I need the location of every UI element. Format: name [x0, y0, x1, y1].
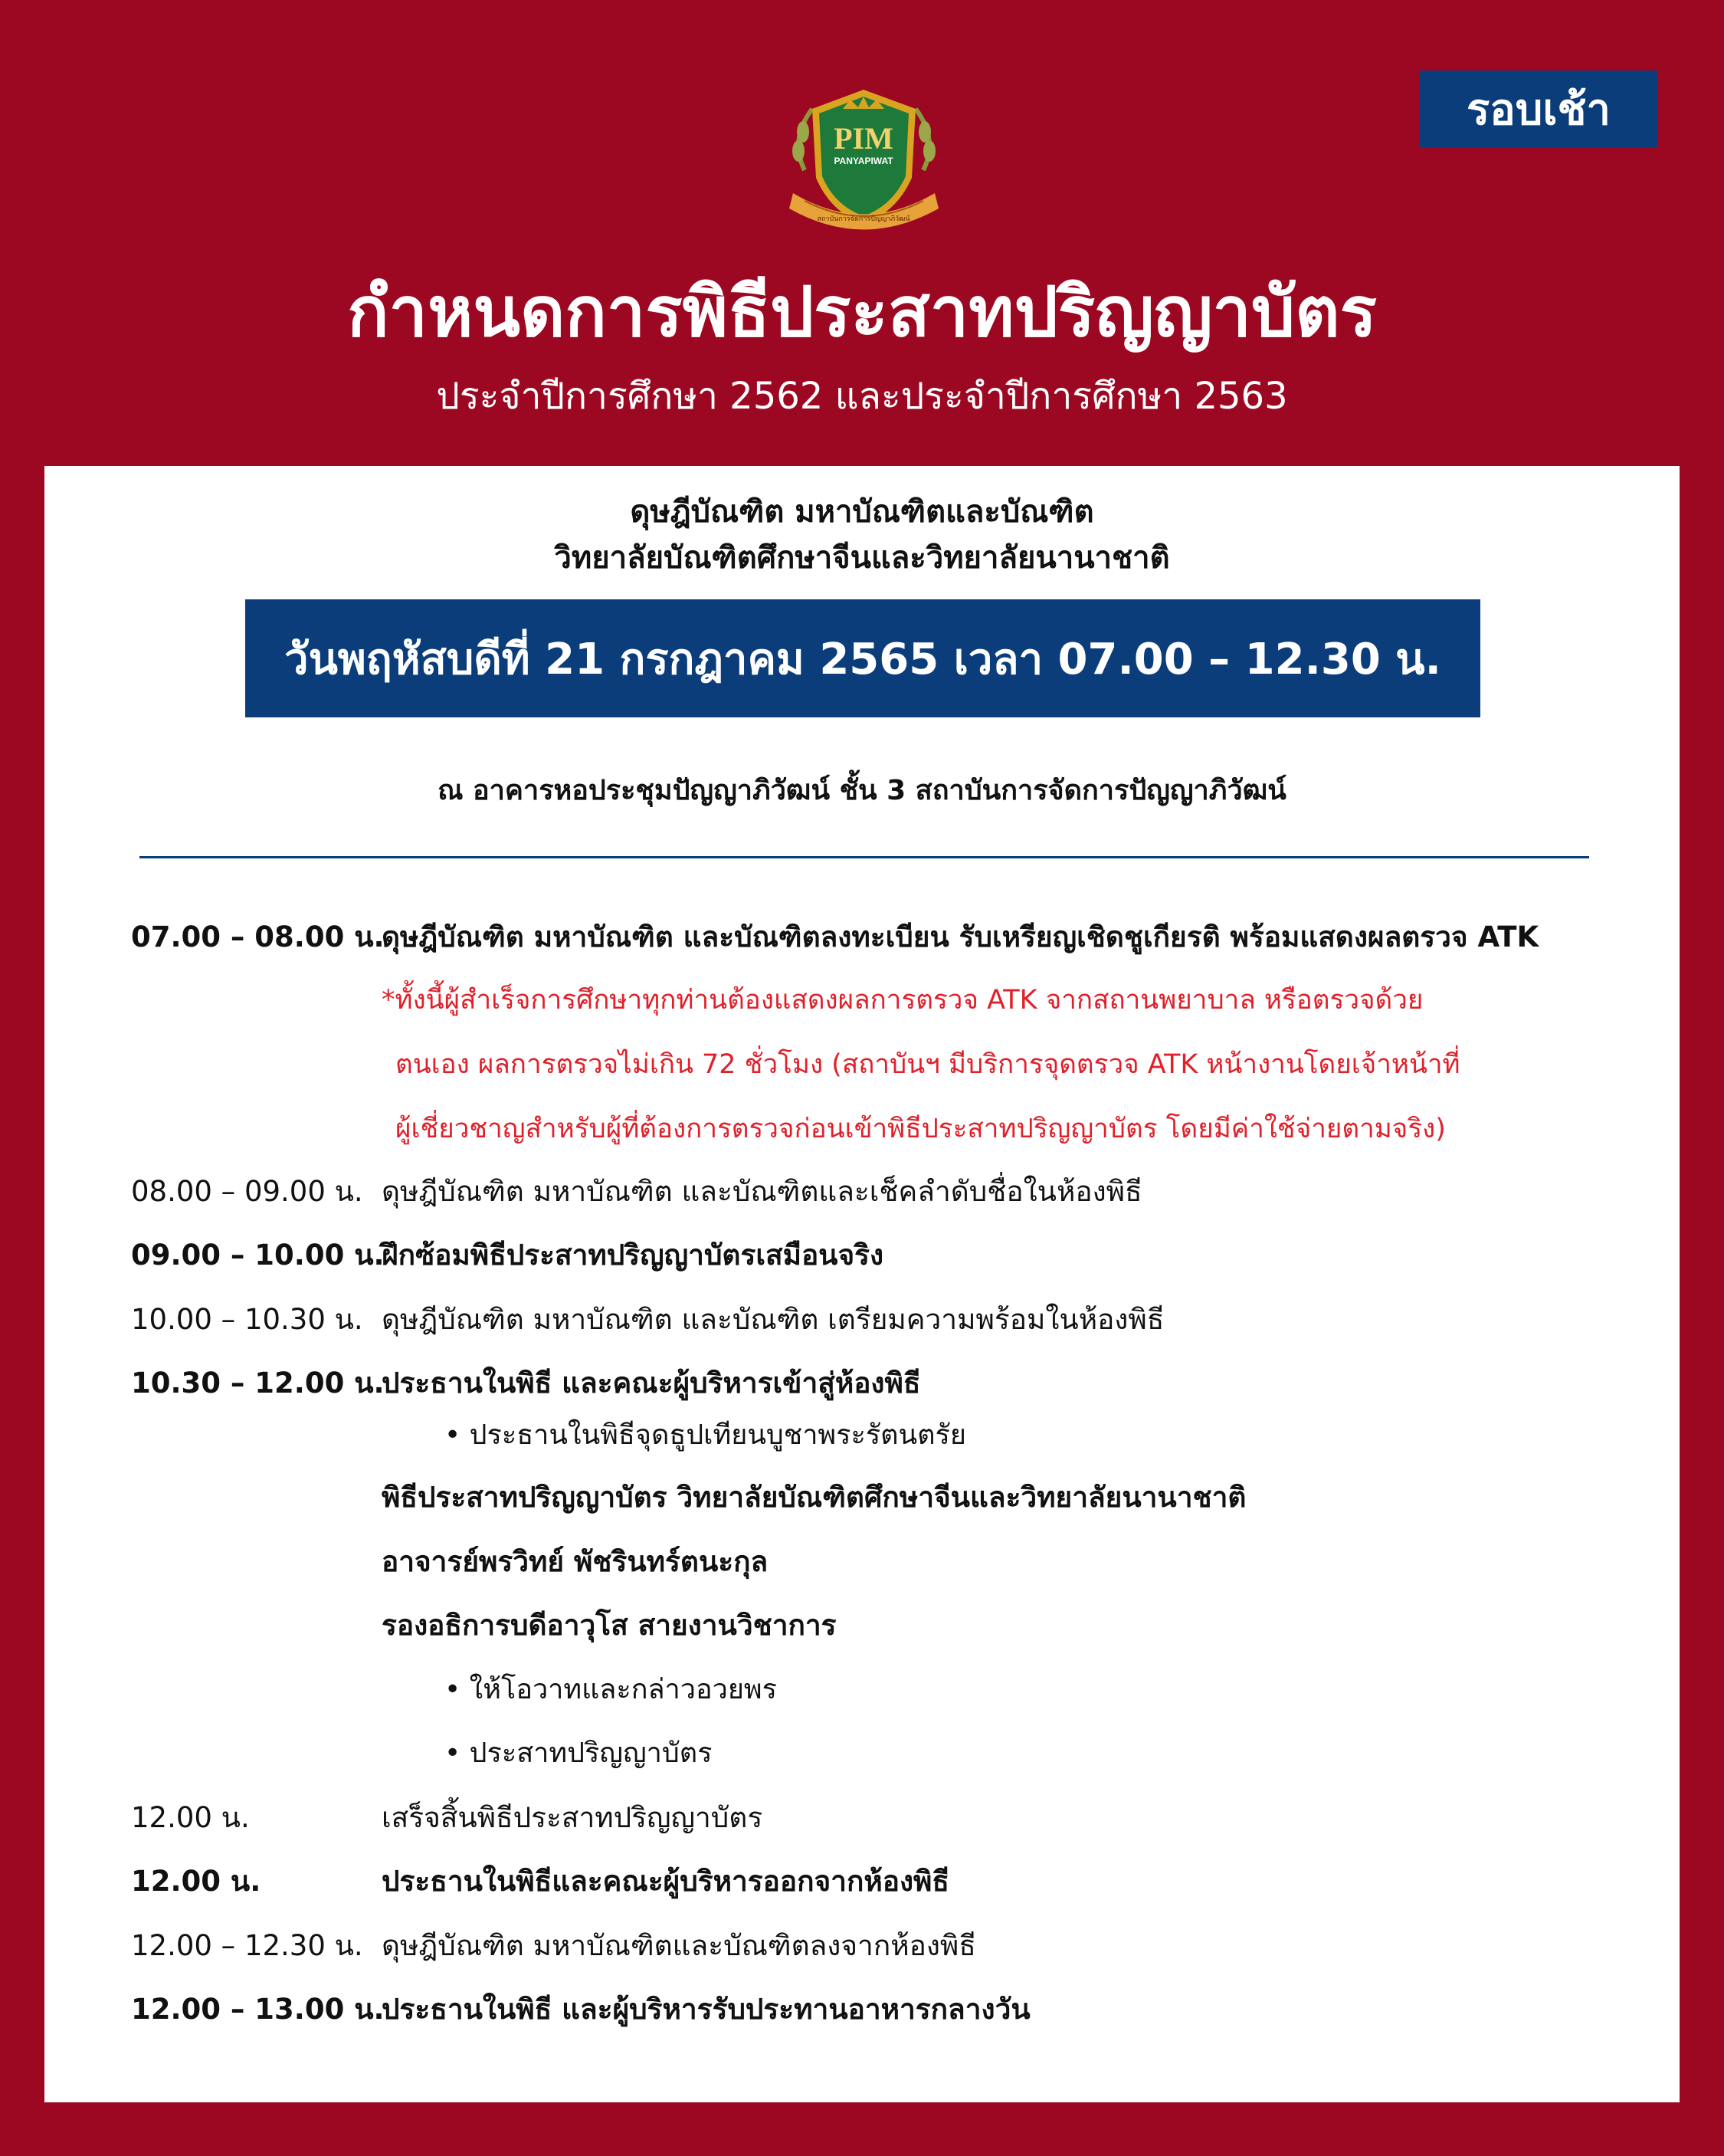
atk-note-line-3: ผู้เชี่ยวชาญสำหรับผู้ที่ต้องการตรวจก่อนเข้าพิธีประสาทปริญญาบัตร โดยมีค่าใช้จ่ายตามจริง): [395, 1114, 1446, 1144]
bullet-confer: • ประสาทปริญญาบัตร: [444, 1738, 713, 1769]
schedule-row: [44, 1795, 1680, 1841]
schedule-time: 09.00 – 10.00 น.: [131, 1239, 385, 1272]
faculty-line-2: วิทยาลัยบัณฑิตศึกษาจีนและวิทยาลัยนานาชาติ: [554, 540, 1170, 576]
schedule-time: 12.00 น.: [131, 1801, 250, 1834]
schedule-time: 07.00 – 08.00 น.: [131, 920, 385, 953]
schedule-desc: ดุษฎีบัณฑิต มหาบัณฑิต และบัณฑิต เตรียมความพร้อมในห้องพิธี: [382, 1303, 1165, 1336]
schedule-time: 08.00 – 09.00 น.: [131, 1175, 363, 1208]
faculty-line-1: ดุษฎีบัณฑิต มหาบัณฑิตและบัณฑิต: [630, 494, 1094, 530]
schedule-time: 10.30 – 12.00 น.: [131, 1367, 385, 1400]
schedule-time: 10.00 – 10.30 น.: [131, 1303, 363, 1336]
schedule-row: [44, 1360, 1680, 1406]
venue: ณ อาคารหอประชุมปัญญาภิวัฒน์ ชั้น 3 สถาบันการจัดการปัญญาภิวัฒน์: [438, 775, 1286, 806]
schedule-desc: ดุษฎีบัณฑิต มหาบัณฑิต และบัณฑิตลงทะเบียน รับเหรียญเชิดชูเกียรติ พร้อมแสดงผลตรวจ ATK: [382, 920, 1539, 953]
date-banner: วันพฤหัสบดีที่ 21 กรกฎาคม 2565 เวลา 07.00 – 12.30 น.: [245, 599, 1480, 717]
schedule-row: [44, 914, 1680, 960]
schedule-desc: ดุษฎีบัณฑิต มหาบัณฑิต และบัณฑิตและเช็คลำดับชื่อในห้องพิธี: [382, 1175, 1142, 1208]
schedule-row: [44, 1859, 1680, 1905]
schedule-row: [44, 1297, 1680, 1343]
schedule-time: 12.00 – 13.00 น.: [131, 1993, 385, 2026]
divider: [139, 856, 1589, 858]
svg-text:PIM: PIM: [834, 121, 893, 156]
schedule-row: [44, 1987, 1680, 2033]
atk-note-line-1: *ทั้งนี้ผู้สำเร็จการศึกษาทุกท่านต้องแสดงผลการตรวจ ATK จากสถานพยาบาล หรือตรวจด้วย: [382, 985, 1424, 1016]
schedule-time: 12.00 – 12.30 น.: [131, 1929, 363, 1962]
ceremony-title: พิธีประสาทปริญญาบัตร วิทยาลัยบัณฑิตศึกษาจีนและวิทยาลัยนานาชาติ: [382, 1481, 1247, 1514]
svg-text:สถาบันการจัดการปัญญาภิวัฒน์: สถาบันการจัดการปัญญาภิวัฒน์: [817, 215, 910, 223]
schedule-panel: [44, 466, 1680, 2102]
schedule-desc: ดุษฎีบัณฑิต มหาบัณฑิตและบัณฑิตลงจากห้องพิธี: [382, 1929, 976, 1962]
schedule-desc: ประธานในพิธีและคณะผู้บริหารออกจากห้องพิธี: [382, 1865, 949, 1898]
svg-text:PANYAPIWAT: PANYAPIWAT: [834, 156, 893, 166]
atk-note-line-2: ตนเอง ผลการตรวจไม่เกิน 72 ชั่วโมง (สถาบันฯ มีบริการจุดตรวจ ATK หน้างานโดยเจ้าหน้าที่: [395, 1049, 1460, 1080]
schedule-desc: เสร็จสิ้นพิธีประสาทปริญญาบัตร: [382, 1801, 763, 1834]
schedule-row: [44, 1232, 1680, 1278]
schedule-desc: ประธานในพิธี และผู้บริหารรับประทานอาหารกลางวัน: [382, 1993, 1031, 2026]
presenter-position: รองอธิการบดีอาวุโส สายงานวิชาการ: [382, 1609, 837, 1642]
presenter-name: อาจารย์พรวิทย์ พัชรินทร์ตนะกุล: [382, 1545, 769, 1578]
schedule-row: [44, 1169, 1680, 1215]
round-badge: รอบเช้า: [1420, 71, 1657, 147]
page-title: กำหนดการพิธีประสาทปริญญาบัตร: [347, 272, 1377, 353]
bullet-speech: • ให้โอวาทและกล่าวอวยพร: [444, 1674, 777, 1705]
bullet-candle: • ประธานในพิธีจุดธูปเทียนบูชาพระรัตนตรัย: [444, 1419, 966, 1451]
schedule-desc: ฝึกซ้อมพิธีประสาทปริญญาบัตรเสมือนจริง: [382, 1239, 884, 1272]
schedule-desc: ประธานในพิธี และคณะผู้บริหารเข้าสู่ห้องพิธี: [382, 1367, 921, 1400]
schedule-row: [44, 1923, 1680, 1969]
schedule-time: 12.00 น.: [131, 1865, 261, 1898]
page-subtitle: ประจำปีการศึกษา 2562 และประจำปีการศึกษา 2563: [436, 375, 1288, 418]
pim-logo: [782, 86, 946, 239]
